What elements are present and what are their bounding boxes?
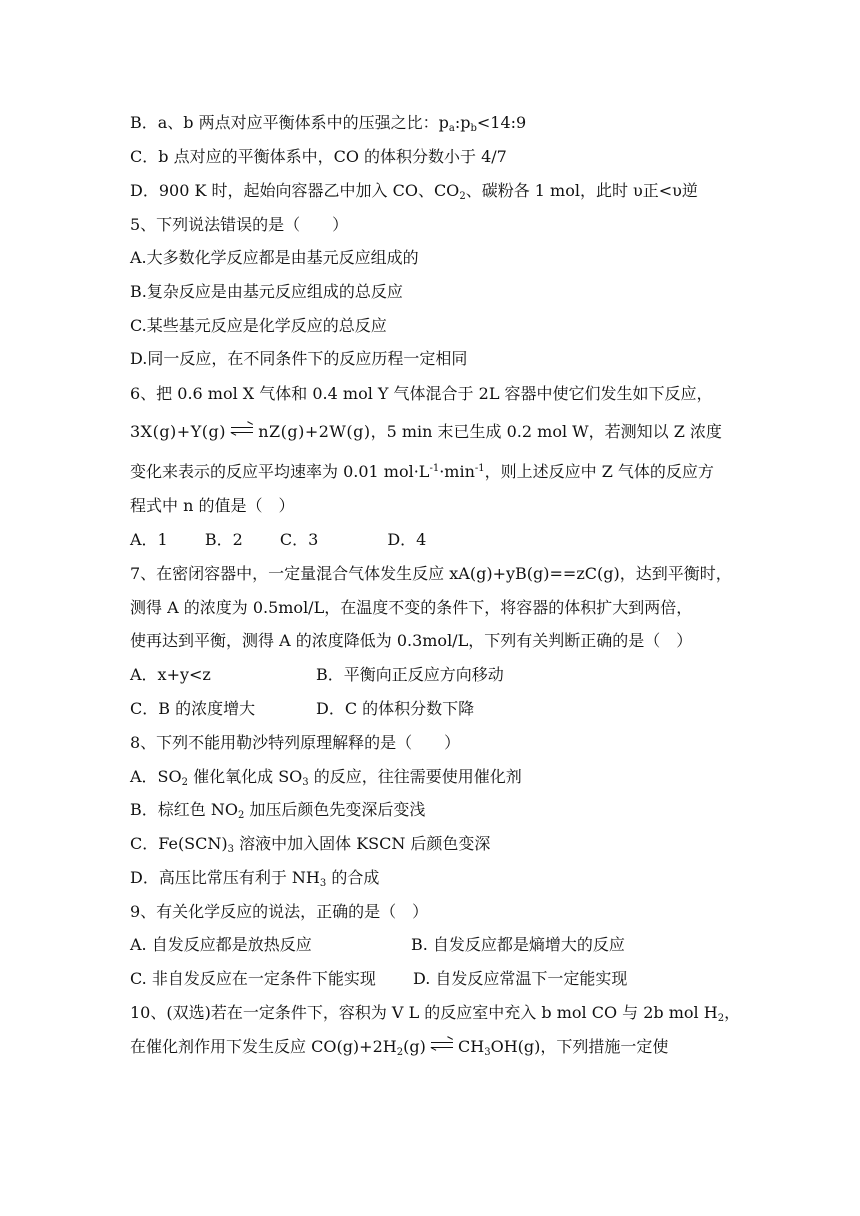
question-6: 6、把 0.6 mol X 气体和 0.4 mol Y 气体混合于 2L 容器中使它们发生如下反应， (130, 384, 713, 403)
q7-option-d: D．C 的体积分数下降 (316, 699, 475, 718)
equation-left: 3X(g)+Y(g) (130, 422, 226, 441)
subscript: b (470, 123, 477, 134)
text: ，5 min 末已生成 0.2 mol W，若测知以 Z 浓度 (370, 422, 722, 441)
q7-line-2: 测得 A 的浓度为 0.5mol/L，在温度不变的条件下，将容器的体积扩大到两倍， (130, 598, 693, 617)
text: ·min (439, 462, 475, 481)
question-10 (130, 1003, 740, 1023)
option-c-line: C．b 点对应的平衡体系中，CO 的体积分数小于 4/7 (130, 147, 507, 166)
q7-option-c: C．B 的浓度增大 (130, 699, 256, 718)
subscript: 3 (484, 1047, 491, 1058)
q6-options: A．1 B．2 C．3 D．4 (130, 530, 427, 549)
text: B．a、b 两点对应平衡体系中的压强之比：p (130, 113, 449, 132)
text: <14:9 (476, 113, 527, 132)
subscript: 3 (302, 777, 309, 788)
q8-option-c (130, 834, 490, 854)
text: 催化氧化成 SO (188, 767, 303, 786)
text: 的合成 (326, 868, 380, 887)
q8-option-a (130, 767, 522, 787)
equilibrium-arrow-icon (431, 1039, 453, 1051)
subscript: 3 (227, 844, 235, 855)
subscript: 2 (717, 1013, 725, 1024)
q8-option-d (130, 868, 379, 888)
option-b-line (130, 113, 526, 133)
q7-line-3: 使再达到平衡，测得 A 的浓度降低为 0.3mol/L，下列有关判断正确的是（ ） (130, 631, 693, 650)
question-9: 9、有关化学反应的说法，正确的是（ ） (130, 902, 429, 921)
question-5: 5、下列说法错误的是（ ） (130, 215, 349, 234)
q6-equation-line (130, 422, 722, 442)
text: D．900 K 时，起始向容器乙中加入 CO、CO (130, 181, 460, 200)
question-8: 8、下列不能用勒沙特列原理解释的是（ ） (130, 733, 461, 752)
text: A．SO (130, 767, 182, 786)
q8-option-b (130, 800, 425, 820)
q5-option-c: C.某些基元反应是化学反应的总反应 (130, 316, 387, 335)
question-7: 7、在密闭容器中，一定量混合气体发生反应 xA(g)+yB(g)==zC(g)，达到平衡时， (130, 564, 732, 583)
subscript: a (448, 123, 455, 134)
subscript: 2 (181, 777, 189, 788)
text: C．Fe(SCN) (130, 834, 228, 853)
option-d-line (130, 181, 698, 201)
text: CH (458, 1037, 485, 1056)
superscript: -1 (474, 463, 485, 474)
text: 、碳粉各 1 mol，此时 υ正<υ逆 (465, 181, 698, 200)
text: 加压后颜色先变深后变浅 (244, 800, 426, 819)
q6-rate-line (130, 462, 714, 482)
q9-option-a: A. 自发反应都是放热反应 (130, 935, 312, 954)
q6-question-line: 程式中 n 的值是（ ） (130, 496, 295, 515)
q7-options-ab (130, 665, 504, 685)
text: B．棕红色 NO (130, 800, 238, 819)
text: 的反应，往往需要使用催化剂 (308, 767, 522, 786)
q9-option-d: D. 自发反应常温下一定能实现 (413, 969, 628, 988)
equilibrium-arrow-icon (231, 424, 253, 436)
subscript: 2 (237, 810, 245, 821)
text: 变化来表示的反应平均速率为 0.01 mol·L (130, 462, 430, 481)
q9-option-c: C. 非自发反应在一定条件下能实现 (130, 969, 376, 988)
q10-line-2 (130, 1037, 668, 1057)
subscript: 3 (319, 878, 327, 889)
subscript: 2 (396, 1047, 404, 1058)
text: 10、(双选)若在一定条件下，容积为 V L 的反应室中充入 b mol CO 与 2b mol H (130, 1003, 718, 1022)
text: 溶液中加入固体 KSCN 后颜色变深 (234, 834, 491, 853)
q7-option-a: A．x+y<z (130, 665, 211, 684)
q7-option-b: B．平衡向正反应方向移动 (316, 665, 504, 684)
text: :p (454, 113, 471, 132)
text: ， (724, 1003, 741, 1022)
q9-options-ab (130, 935, 625, 955)
text: 在催化剂作用下发生反应 CO(g)+2H (130, 1037, 397, 1056)
q5-option-a: A.大多数化学反应都是由基元反应组成的 (130, 248, 419, 267)
q9-options-cd (130, 969, 628, 989)
text: ，则上述反应中 Z 气体的反应方 (484, 462, 714, 481)
text: (g) (403, 1037, 426, 1056)
equation-right: nZ(g)+2W(g) (258, 422, 371, 441)
q5-option-b: B.复杂反应是由基元反应组成的总反应 (130, 282, 403, 301)
text: OH(g)，下列措施一定使 (490, 1037, 669, 1056)
q7-options-cd (130, 699, 475, 719)
superscript: -1 (429, 463, 440, 474)
q5-option-d: D.同一反应，在不同条件下的反应历程一定相同 (130, 349, 468, 368)
q9-option-b: B. 自发反应都是熵增大的反应 (411, 935, 625, 954)
subscript: 2 (459, 191, 466, 202)
text: D．高压比常压有利于 NH (130, 868, 320, 887)
